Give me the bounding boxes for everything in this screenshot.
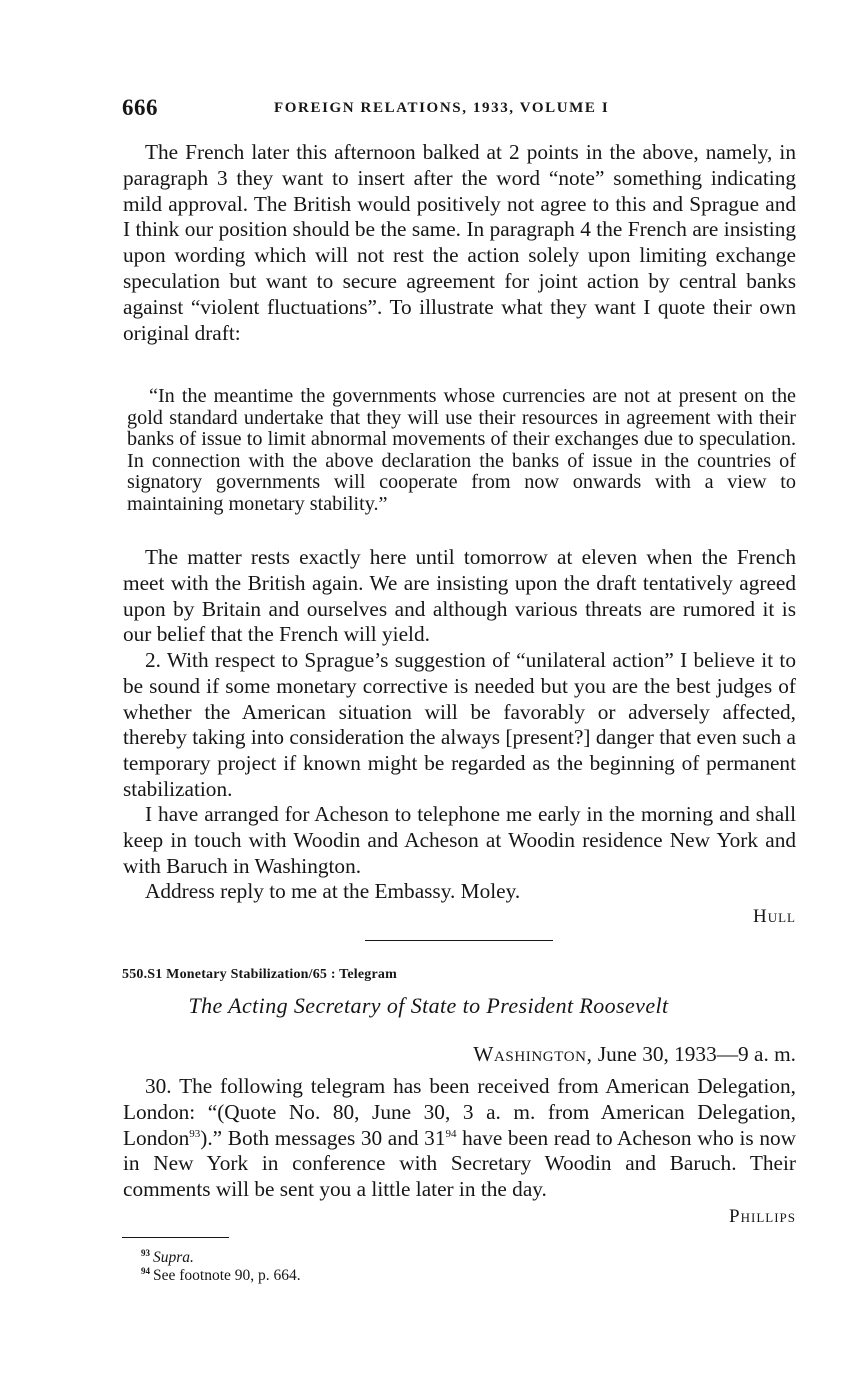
- footnote-93: [141, 1249, 301, 1267]
- section-divider: [365, 940, 553, 941]
- running-head: FOREIGN RELATIONS, 1933, VOLUME I: [274, 100, 610, 116]
- paragraph-address-reply: Address reply to me at the Embassy. Moley.: [145, 879, 521, 903]
- footnote-text: Supra.: [153, 1249, 194, 1266]
- page-header: [122, 95, 797, 125]
- paragraph-unilateral-action: 2. With respect to Sprague’s suggestion of “unilateral action” I believe it to be sound if some monetary corrective is needed but you are the best judges of whether the American situation will be favorably or adversely affected, thereby taking into consideration the always [present?] danger that even such a temporary project if known might be regarded as the beginning of permanent stabilization.: [123, 648, 796, 801]
- footnote-94: [141, 1267, 301, 1285]
- footnotes: [141, 1249, 301, 1285]
- footnote-divider: [122, 1237, 229, 1238]
- paragraph-acheson-arrangement: I have arranged for Acheson to telephone me early in the morning and shall keep in touch with Woodin and Acheson at Woodin residence New York and with Baruch in Washington.: [123, 802, 796, 878]
- page-number: 666: [122, 95, 158, 120]
- dateline: [473, 1042, 796, 1067]
- telegram-text-b: ).” Both messages 30 and 31: [200, 1125, 446, 1150]
- file-reference: 550.S1 Monetary Stabilization/65 : Telegram: [122, 967, 397, 982]
- dateline-place: Washington,: [473, 1042, 593, 1066]
- document-title: The Acting Secretary of State to President Roosevelt: [188, 993, 669, 1018]
- signature-hull: Hull: [753, 906, 796, 927]
- footnote-ref-93: 93: [189, 1127, 201, 1140]
- footnote-ref-94: 94: [445, 1127, 457, 1140]
- quoted-french-draft: “In the meantime the governments whose currencies are not at present on the gold standard undertake that they will use their resources in agreement with their banks of issue to limit abnormal movements of their exchanges due to speculation. In connection with the above declaration the banks of issue in the countries of signatory governments will cooperate from now onwards with a view to maintaining monetary stability.”: [127, 385, 796, 515]
- telegram-text-c: have been read to Acheson who is now in New York in conference with Secretary Woodin and Baruch. Their comments will be sent you a little later in the day.: [123, 1125, 797, 1202]
- paragraph-french-objections: The French later this afternoon balked at 2 points in the above, namely, in paragraph 3 they want to insert after the word “note” something indicating mild approval. The British would positively not agree to this and Sprague and I think our position should be the same. In paragraph 4 the French are insisting upon wording which will not rest the action solely upon limiting exchange speculation but want to secure agreement for joint action by central banks against “violent fluctuations”. To illustrate what they want I quote their own original draft:: [123, 140, 796, 345]
- paragraph-matter-rests: The matter rests exactly here until tomorrow at eleven when the French meet with the British again. We are insisting upon the draft tentatively agreed upon by Britain and ourselves and although various threats are rumored it is our belief that the French will yield.: [123, 545, 796, 647]
- paragraph-telegram-30: [123, 1074, 796, 1203]
- signature-phillips: Phillips: [729, 1206, 796, 1227]
- telegram-text-a: 30. The following telegram has been received from American Delegation, London: “(Quote No. 80, June 30, 3 a. m. from American Delegation, London: [123, 1074, 796, 1150]
- footnote-mark: 94: [141, 1265, 150, 1276]
- footnote-text: See footnote 90, p. 664.: [153, 1267, 301, 1284]
- dateline-date: June 30, 1933—9 a. m.: [597, 1042, 796, 1066]
- footnote-mark: 93: [141, 1247, 150, 1258]
